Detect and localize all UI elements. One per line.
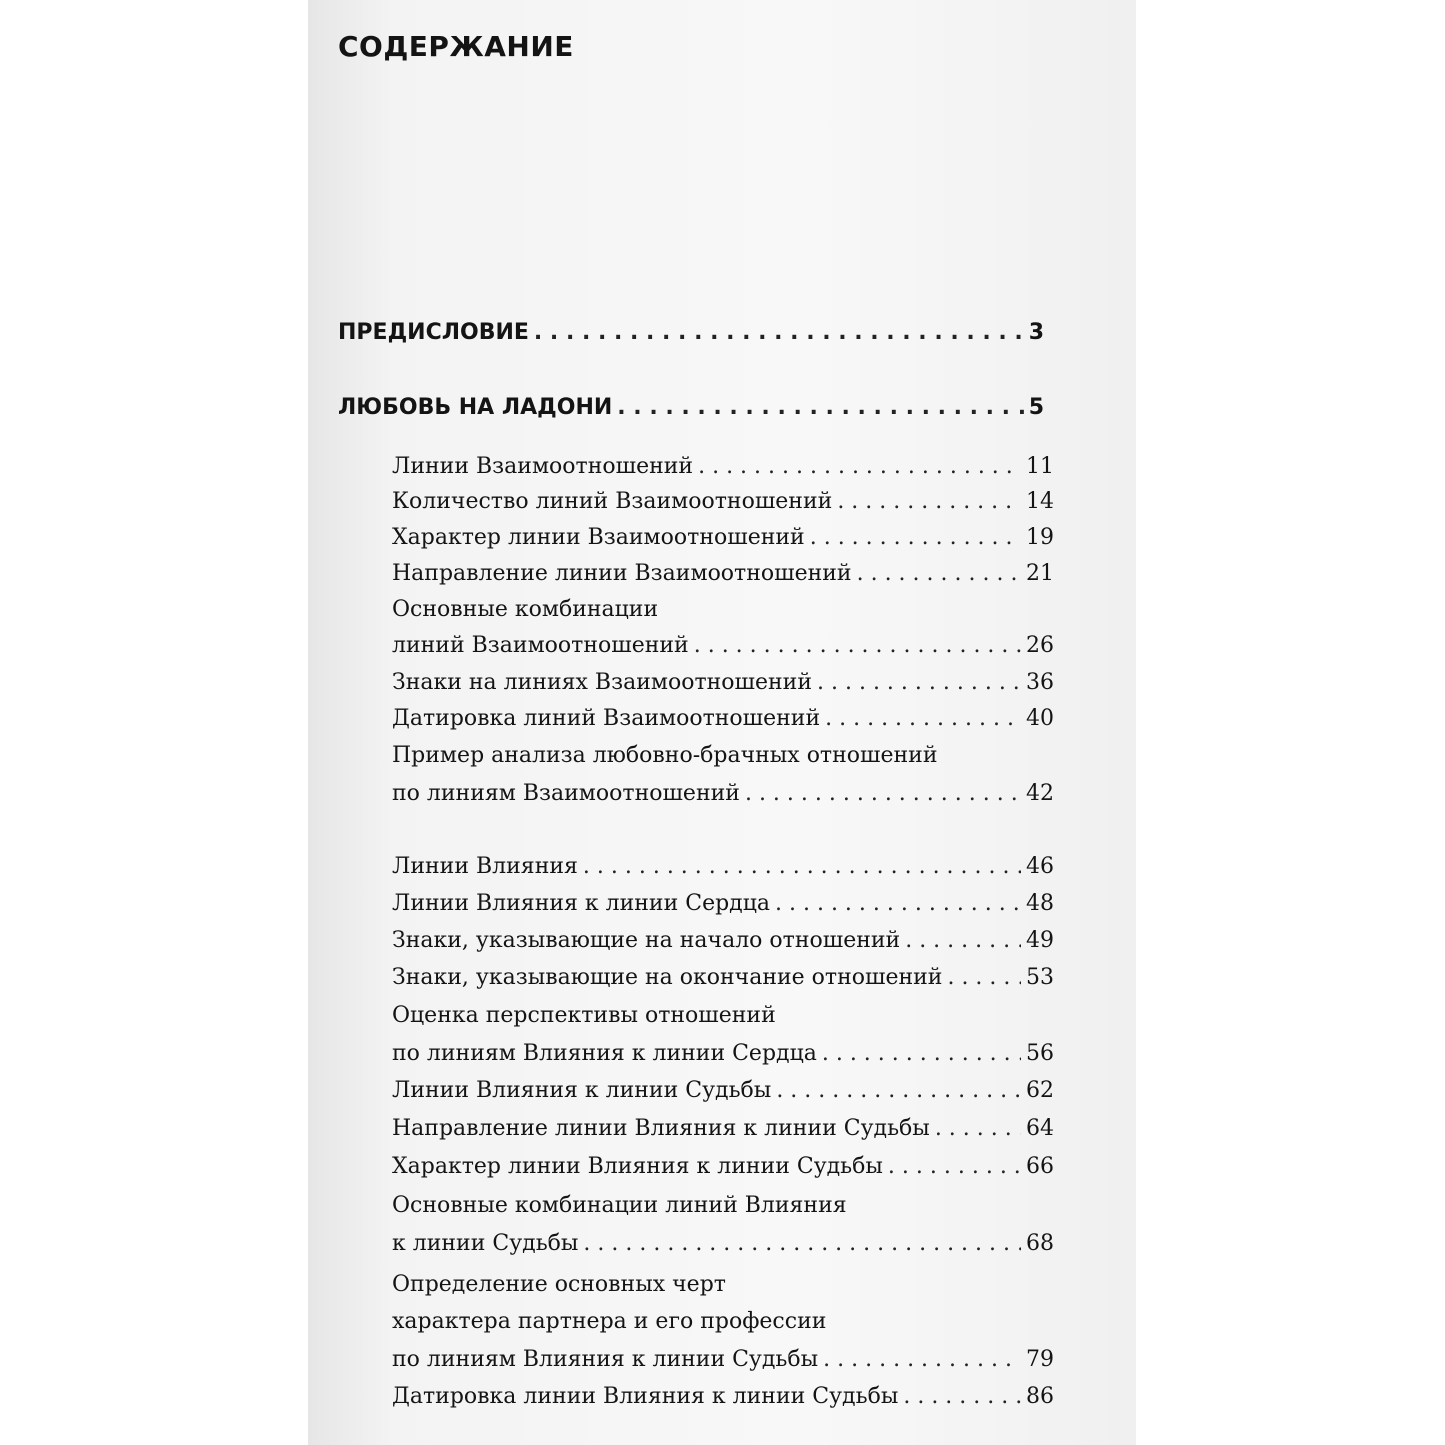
toc-page-number: 40 [1026, 706, 1054, 731]
toc-entry-continuation: Определение основных черт [392, 1272, 726, 1297]
toc-entry[interactable] [392, 1231, 1054, 1256]
dot-leader [857, 561, 1021, 586]
toc-entry-label: Направление линии Влияния к линии Судьбы [392, 1116, 930, 1141]
dot-leader [776, 1078, 1021, 1103]
toc-entry-label: Знаки, указывающие на окончание отношений [392, 965, 943, 990]
toc-page-number: 5 [1028, 395, 1044, 420]
toc-entry-continuation: Основные комбинации [392, 597, 659, 622]
toc-page-number: 66 [1026, 1154, 1054, 1179]
toc-entry-label: Характер линии Влияния к линии Судьбы [392, 1154, 883, 1179]
dot-leader [888, 1154, 1021, 1179]
toc-entry[interactable] [392, 965, 1054, 990]
toc-page-number: 49 [1026, 928, 1054, 953]
dot-leader [823, 1347, 1021, 1372]
toc-entry-continuation: Пример анализа любовно-брачных отношений [392, 743, 938, 768]
toc-entry-label: к линии Судьбы [392, 1231, 579, 1256]
toc-entry[interactable] [392, 1116, 1054, 1141]
toc-page-number: 3 [1028, 320, 1044, 345]
toc-entry-label: Направление линии Взаимоотношений [392, 561, 852, 586]
dot-leader [745, 781, 1021, 806]
toc-entry-label: Датировка линий Взаимоотношений [392, 706, 821, 731]
toc-page-number: 79 [1026, 1347, 1054, 1372]
toc-entry[interactable] [392, 928, 1054, 953]
toc-entry-label: Характер линии Взаимоотношений [392, 525, 805, 550]
dot-leader [825, 706, 1021, 731]
toc-entry[interactable] [392, 633, 1054, 658]
toc-page-number: 56 [1026, 1041, 1054, 1066]
toc-entry[interactable] [392, 561, 1054, 586]
dot-leader [583, 1231, 1021, 1256]
toc-entry[interactable] [392, 525, 1054, 550]
toc-page-number: 48 [1026, 891, 1054, 916]
dot-leader [775, 891, 1021, 916]
dot-leader [822, 1041, 1021, 1066]
toc-entry-continuation: характера партнера и его профессии [392, 1309, 827, 1334]
toc-entry-label: по линиям Влияния к линии Судьбы [392, 1347, 819, 1372]
dot-leader [905, 928, 1021, 953]
toc-page-number: 53 [1026, 965, 1054, 990]
toc-section-preface[interactable] [338, 320, 1044, 345]
toc-entry[interactable] [392, 489, 1054, 514]
toc-entry[interactable] [392, 1347, 1054, 1372]
toc-page-number: 42 [1026, 781, 1054, 806]
toc-entry-label: по линиям Влияния к линии Сердца [392, 1041, 817, 1066]
toc-entry[interactable] [392, 1154, 1054, 1179]
toc-page-number: 46 [1026, 854, 1054, 879]
dot-leader [698, 454, 1021, 479]
toc-entry-label: линий Взаимоотношений [392, 633, 689, 658]
toc-page-number: 26 [1026, 633, 1054, 658]
dot-leader [947, 965, 1021, 990]
dot-leader [837, 489, 1021, 514]
toc-page-number: 68 [1026, 1231, 1054, 1256]
dot-leader [583, 854, 1021, 879]
toc-title: СОДЕРЖАНИЕ [338, 30, 574, 63]
dot-leader [810, 525, 1021, 550]
toc-entry-continuation: Оценка перспективы отношений [392, 1003, 776, 1028]
toc-page-number: 36 [1026, 670, 1054, 695]
toc-page-number: 62 [1026, 1078, 1054, 1103]
toc-entry[interactable] [392, 854, 1054, 879]
toc-section-label: ПРЕДИСЛОВИЕ [338, 320, 529, 345]
toc-page-number: 64 [1026, 1116, 1054, 1141]
toc-entry-label: Знаки на линиях Взаимоотношений [392, 670, 812, 695]
dot-leader [935, 1116, 1021, 1141]
toc-entry[interactable] [392, 1078, 1054, 1103]
dot-leader [903, 1384, 1021, 1409]
toc-entry-continuation: Основные комбинации линий Влияния [392, 1193, 847, 1218]
dot-leader [817, 670, 1021, 695]
toc-entry[interactable] [392, 1384, 1054, 1409]
toc-section-love[interactable] [338, 395, 1044, 420]
toc-entry-label: по линиям Взаимоотношений [392, 781, 740, 806]
book-page [308, 0, 1136, 1445]
toc-entry-label: Знаки, указывающие на начало отношений [392, 928, 901, 953]
toc-entry-label: Датировка линии Влияния к линии Судьбы [392, 1384, 899, 1409]
toc-entry[interactable] [392, 781, 1054, 806]
toc-section-label: ЛЮБОВЬ НА ЛАДОНИ [338, 395, 613, 420]
toc-entry[interactable] [392, 454, 1054, 479]
toc-page-number: 11 [1026, 454, 1054, 479]
toc-page-number: 86 [1026, 1384, 1054, 1409]
toc-entry-label: Линии Влияния к линии Судьбы [392, 1078, 772, 1103]
dot-leader [534, 320, 1024, 345]
dot-leader [694, 633, 1021, 658]
dot-leader [617, 395, 1023, 420]
toc-entry[interactable] [392, 891, 1054, 916]
toc-entry-label: Линии Взаимоотношений [392, 454, 694, 479]
toc-entry-label: Линии Влияния [392, 854, 578, 879]
toc-page-number: 21 [1026, 561, 1054, 586]
toc-entry[interactable] [392, 670, 1054, 695]
toc-entry-label: Количество линий Взаимоотношений [392, 489, 833, 514]
toc-page-number: 19 [1026, 525, 1054, 550]
toc-entry[interactable] [392, 1041, 1054, 1066]
toc-entry-label: Линии Влияния к линии Сердца [392, 891, 770, 916]
toc-entry[interactable] [392, 706, 1054, 731]
toc-page-number: 14 [1026, 489, 1054, 514]
